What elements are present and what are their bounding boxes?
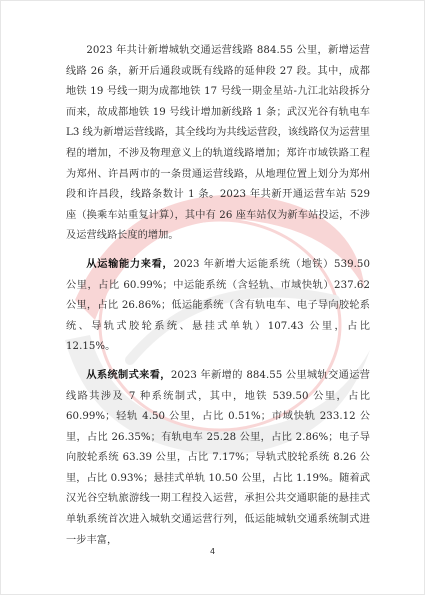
paragraph-system-type bbox=[66, 365, 370, 551]
paragraph-lead: 从系统制式来看， bbox=[86, 368, 171, 381]
paragraph-text: 2023 年新增的 884.55 公里城轨交通运营线路共涉及 7 种系统制式，其中，地铁 539.50 公里，占比 60.99%；轻轨 4.50 公里，占比 0.51%；市域快轨 233.12 公里，占比 26.35%；有轨电车 25.28 公里，占比 2.86%；电子导向胶轮系统 63.39 公里，占比 7.17%；导轨式胶轮系统 8.26 公里，占比 0.93%；悬挂式单轨 10.50 公里，占比 1.19%。随着武汉光谷空轨旅游线一期工程投入运营，承担公共交通职能的悬挂式单轨系统首次进入城轨交通运营行列，低运能城轨交通系统制式进一步丰富， bbox=[66, 369, 370, 546]
paragraph-lead: 从运输能力来看， bbox=[86, 257, 174, 270]
page-number: 4 bbox=[209, 547, 216, 556]
paragraph-overview bbox=[66, 40, 370, 247]
paragraph-transport-capacity bbox=[66, 254, 370, 358]
body-text bbox=[66, 40, 370, 558]
paragraph-text: 2023 年新增大运能系统（地铁）539.50 公里，占比 60.99%；中运能系统（含轻轨、市域快轨）237.62 公里，占比 26.86%；低运能系统（含有轨电车、电子导向胶轮系统、导轨式胶轮系统、悬挂式单轨）107.43 公里，占比 12.15%。 bbox=[66, 258, 370, 353]
paragraph-text: 2023 年共计新增城轨交通运营线路 884.55 公里，新增运营线路 26 条，新开后通段或既有线路的延伸段 27 段。其中，成都地铁 19 号线一期为成都地铁 17 号线一期金星站-九江北站段拆分而来，故成都地铁 19 号线计增加新线路 1 条；武汉光谷有轨电车 L3 线为新增运营线路，其全线均为共线运营段，该线路仅为运营里程的增加，不涉及物理意义上的轨道线路增加；郑许市域铁路工程为郑州、许昌两市的一条贯通运营线路，从地理位置上划分为郑州段和许昌段，线路条数计 1 条。2023 年共新开通运营车站 529 座（换乘车站重复计算），其中有 26 座车站仅为新车站投运，不涉及运营线路长度的增加。 bbox=[66, 45, 370, 242]
